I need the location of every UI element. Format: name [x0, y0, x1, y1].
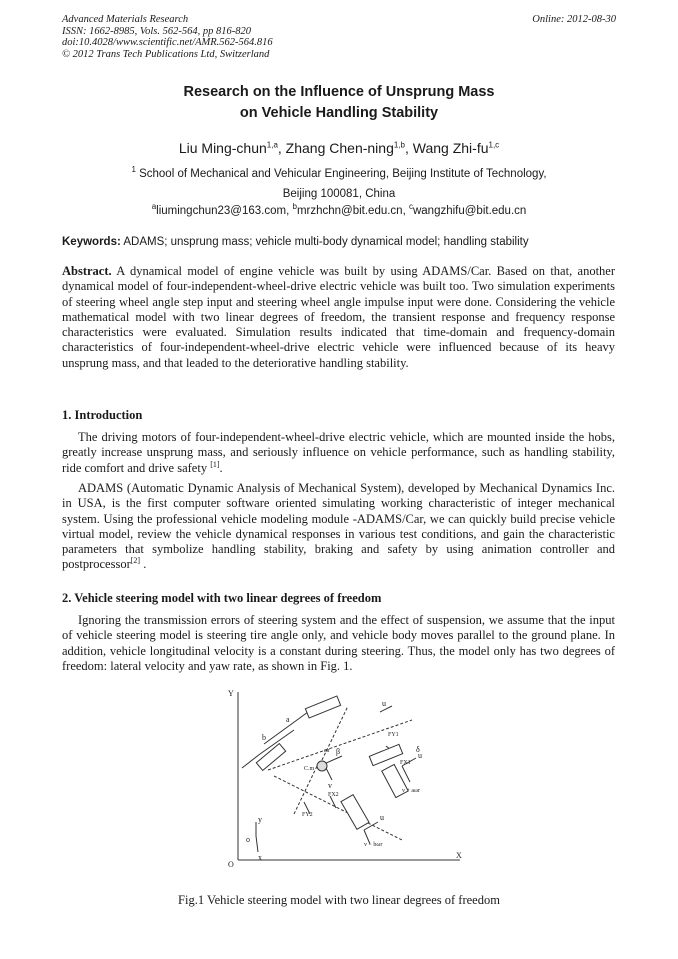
label-fx1: FX1	[400, 760, 411, 766]
paragraph-end: .	[219, 460, 223, 475]
email-list: $^a$liumingchun23@163.com, $^b$mrzhchn@bit.edu.cn, $^c$wangzhifu@bit.edu.cn	[151, 202, 527, 217]
affiliation-line-2: Beijing 100081, China	[282, 188, 396, 200]
label-Y: Y	[228, 689, 234, 698]
issn: ISSN: 1662-8985, Vols. 562-564, pp 816-820	[62, 25, 251, 37]
paragraph-text: Ignoring the transmission errors of steering system and the effect of suspension, we assume that the input of vehicle steering model is steering tire angle only, and vehicle body moves parallel to the ground plane. In addition, vehicle longitudinal velocity is a constant during steering. Thus, the model only has two degrees of freedom: lateral velocity and yaw rate, as shown in Fig. 1.	[62, 613, 615, 673]
email-sup: b	[292, 202, 297, 212]
front-wheel-v-arrow	[402, 766, 410, 782]
rear-axle-line	[274, 776, 402, 840]
label-u-rear: u	[380, 813, 384, 822]
paragraph-text: ADAMS (Automatic Dynamic Analysis of Mechanical System), developed by Mechanical Dynamics Inc. in USA, is the first computer software oriented simulating working characteristic of integer mechanical system. Using the professional vehicle modeling module -ADAMS/Car, we can quickly build precise vehicle virtual model, review the vehicle dynamical responses in various test conditions, and gain the characteristic parameters that symbolize handling stability, braking and safety by using animation controller and postprocessor	[62, 481, 615, 572]
section-1-paragraph-1	[62, 430, 615, 476]
section-2-paragraph-1	[62, 613, 615, 674]
label-u-top: u	[382, 699, 386, 708]
label-v: v	[328, 781, 332, 790]
email-sup: c	[408, 202, 413, 212]
email-sup: a	[151, 202, 157, 212]
affiliation-sup: 1	[131, 165, 136, 175]
author-list: Liu Ming-chun$^{1,a}$, Zhang Chen-ning$^{1,b}$, Wang Zhi-fu$^{1,c}$	[178, 140, 500, 156]
label-beta: β	[336, 747, 341, 756]
label-fy1: FY1	[388, 732, 399, 738]
center-of-mass	[317, 761, 327, 771]
author-name: Zhang Chen-ning	[285, 140, 394, 156]
section-2-heading: 2. Vehicle steering model with two linear degrees of freedom	[62, 591, 382, 605]
title-line-1: Research on the Influence of Unsprung Mass	[183, 84, 495, 100]
dimension-b-ext	[242, 754, 260, 768]
email-address[interactable]: mrzhchn@bit.edu.cn	[296, 205, 403, 217]
citation[interactable]: [2]	[130, 556, 141, 566]
label-omega: ωr	[324, 748, 330, 754]
label-cm: C.m	[304, 766, 315, 772]
email-address[interactable]: liumingchun23@163.com	[156, 205, 287, 217]
rear-left-wheel	[256, 744, 285, 771]
label-x: x	[258, 853, 262, 862]
vehicle-model-figure	[220, 684, 480, 869]
label-O: O	[228, 860, 234, 869]
affiliation	[0, 164, 678, 204]
keywords-label: Keywords:	[62, 236, 121, 248]
label-X: X	[456, 851, 462, 860]
email-address[interactable]: wangzhifu@bit.edu.cn	[412, 205, 527, 217]
author-sup: 1,a	[266, 140, 278, 150]
label-y: y	[258, 815, 262, 824]
author-sup: 1,c	[488, 140, 500, 150]
online-date: Online: 2012-08-30	[532, 14, 616, 25]
abstract-text: A dynamical model of engine vehicle was built by using ADAMS/Car. Based on that, another dynamical model of four-independent-wheel-drive electric vehicle was built too. Two simulation experiments of steering wheel angle step input and steering wheel angle impulse input were done. Considering the vehicle mathematical model with two linear degrees of freedom, the transient response and frequency response characteristics were evaluated. Simulation results indicated that time-domain and frequency-domain characteristics of four-independent-wheel-drive electric vehicle were influenced because of its heavy unsprung mass, and that leaded to the deteriorative handling stability.	[62, 264, 615, 370]
copyright: © 2012 Trans Tech Publications Ltd, Switzerland	[62, 48, 270, 60]
abstract	[62, 264, 615, 371]
local-x-axis	[256, 836, 258, 852]
paper-title	[0, 82, 678, 124]
label-b: b	[262, 733, 266, 742]
label-delta: δ	[416, 745, 420, 754]
citation[interactable]: [1]	[210, 459, 220, 469]
label-fy2: FY2	[302, 812, 313, 818]
title-line-2: on Vehicle Handling Stability	[239, 105, 439, 121]
chassis-centerline	[268, 720, 412, 770]
label-a: a	[286, 715, 290, 724]
label-fx2: FX2	[328, 792, 339, 798]
label-v-minus: v − bωr	[364, 842, 383, 848]
label-v-plus: v + aωr	[402, 788, 420, 794]
abstract-label: Abstract.	[62, 264, 112, 278]
section-1-paragraph-2	[62, 481, 615, 573]
rear-right-wheel	[341, 795, 369, 830]
keywords	[62, 236, 622, 248]
front-right-wheel	[369, 744, 402, 765]
velocity-arrow	[324, 756, 342, 764]
front-left-wheel	[305, 696, 340, 718]
figure-caption: Fig.1 Vehicle steering model with two linear degrees of freedom	[178, 893, 500, 907]
doi: doi:10.4028/www.scientific.net/AMR.562-564.816	[62, 37, 273, 48]
author-name: Wang Zhi-fu	[412, 140, 489, 156]
section-1-heading: 1. Introduction	[62, 408, 143, 422]
paragraph-text: The driving motors of four-independent-wheel-drive electric vehicle, which are mounted inside the hobs, greatly increase unsprung mass, and seriously influence on vehicle performance, such as handling stability, ride comfort and drive safety	[62, 430, 615, 475]
label-u-front: u	[418, 751, 422, 760]
affiliation-line-1: School of Mechanical and Vehicular Engineering, Beijing Institute of Technology,	[139, 168, 547, 180]
keywords-text: ADAMS; unsprung mass; vehicle multi-body dynamical model; handling stability	[123, 236, 529, 248]
author-sup: 1,b	[393, 140, 405, 150]
label-o: o	[246, 835, 250, 844]
author-name: Liu Ming-chun	[178, 140, 267, 156]
journal-name: Advanced Materials Research	[62, 14, 189, 25]
journal-header	[62, 14, 273, 60]
paragraph-end: .	[140, 557, 147, 572]
